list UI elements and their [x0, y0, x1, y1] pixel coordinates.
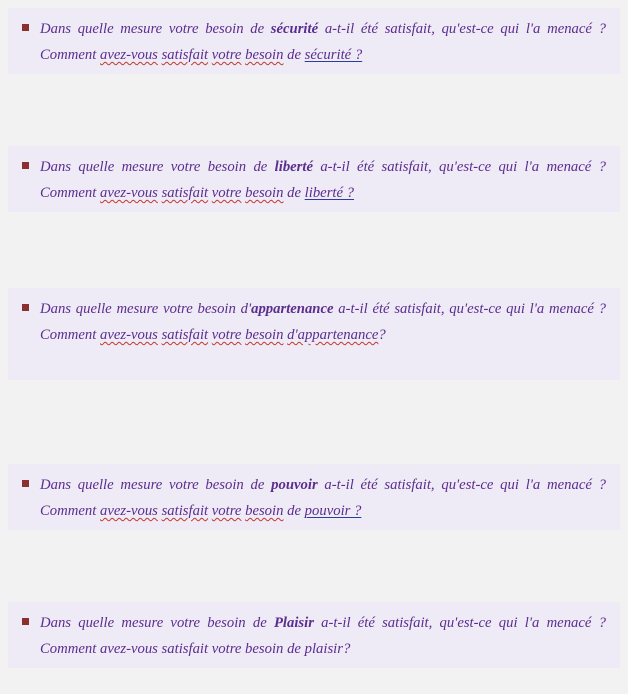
text-run-spell: d'appartenance — [287, 327, 379, 343]
text-run-spell: avez-vous — [99, 327, 158, 343]
text-run-plain: Dans quelle mesure votre besoin de — [40, 477, 272, 493]
text-run-grammar: pouvoir ? — [304, 503, 362, 519]
text-run-plain: ? — [378, 327, 386, 343]
text-run-plain: a-t-il été satisfait, qu'est-ce qui l'a menacé ? Comment — [40, 477, 606, 519]
text-run-spell: avez-vous — [99, 503, 158, 519]
text-run-plain: Dans quelle mesure votre besoin de — [40, 615, 274, 631]
text-run-plain: de — [283, 185, 305, 201]
list-item — [8, 602, 620, 668]
text-run-bold: sécurité — [270, 21, 319, 37]
text-run-plain: de — [283, 503, 305, 519]
text-run-bold: appartenance — [251, 301, 334, 317]
text-run-spell: satisfait — [161, 185, 209, 201]
list-item — [8, 464, 620, 530]
text-run-plain: a-t-il été satisfait, qu'est-ce qui l'a menacé ? Comment — [40, 159, 606, 201]
square-bullet-icon — [22, 480, 29, 487]
square-bullet-icon — [22, 304, 29, 311]
list-item — [8, 146, 620, 212]
text-run-spell: besoin — [245, 503, 284, 519]
text-run-bold: Plaisir — [273, 615, 314, 631]
text-run-grammar: liberté ? — [304, 185, 355, 201]
text-run-plain: Dans quelle mesure votre besoin d' — [40, 301, 252, 317]
question-paragraph-liberte — [40, 154, 606, 206]
text-run-spell: votre — [211, 327, 242, 343]
square-bullet-icon — [22, 162, 29, 169]
text-run-plain: a-t-il été satisfait, qu'est-ce qui l'a menacé ? Comment — [40, 21, 606, 63]
text-run-plain: a-t-il été satisfait, qu'est-ce qui l'a menacé ? Comment — [40, 301, 606, 343]
question-paragraph-appartenance — [40, 296, 606, 348]
square-bullet-icon — [22, 24, 29, 31]
text-run-bold: liberté — [274, 159, 313, 175]
text-run-spell: satisfait — [161, 47, 209, 63]
text-run-spell: votre — [211, 503, 242, 519]
text-run-spell: votre — [211, 47, 242, 63]
text-run-spell: besoin — [245, 47, 284, 63]
text-run-spell: besoin — [245, 327, 284, 343]
text-run-plain: Dans quelle mesure votre besoin de — [40, 159, 275, 175]
text-run-plain: de — [283, 47, 305, 63]
text-run-plain: a-t-il été satisfait, qu'est-ce qui l'a menacé ? Comment avez-vous satisfait votre besoin de plaisir? — [40, 615, 606, 657]
text-run-spell: avez-vous — [99, 185, 158, 201]
text-run-plain: Dans quelle mesure votre besoin de — [40, 21, 271, 37]
list-item — [8, 288, 620, 380]
text-run-spell: votre — [211, 185, 242, 201]
text-run-grammar: sécurité ? — [304, 47, 363, 63]
list-item — [8, 8, 620, 74]
text-run-spell: avez-vous — [99, 47, 158, 63]
square-bullet-icon — [22, 618, 29, 625]
question-paragraph-plaisir — [40, 610, 606, 662]
question-paragraph-securite — [40, 16, 606, 68]
text-run-spell: satisfait — [161, 503, 209, 519]
text-run-spell: besoin — [245, 185, 284, 201]
text-run-bold: pouvoir — [271, 477, 318, 493]
question-paragraph-pouvoir — [40, 472, 606, 524]
text-run-spell: satisfait — [161, 327, 209, 343]
